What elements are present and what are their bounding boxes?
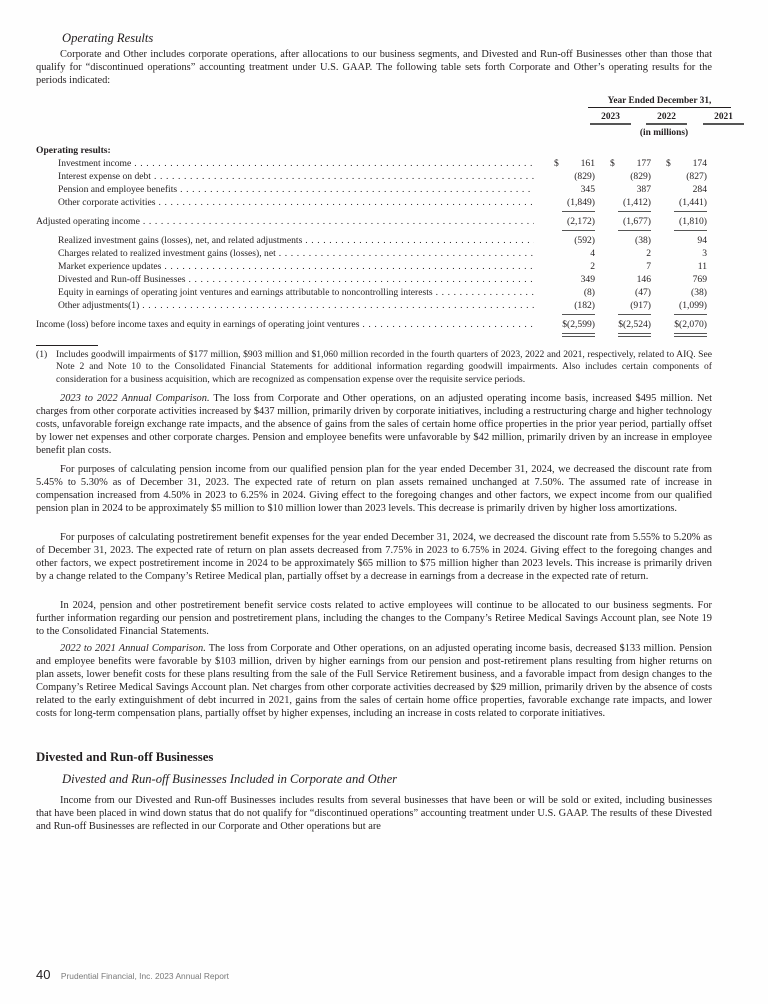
subtotal-rule	[618, 211, 651, 212]
cell-2023: (8)	[583, 287, 595, 298]
subtotal-rule	[562, 314, 595, 315]
cell-2023: 4	[590, 248, 595, 259]
cell-2022: (38)	[635, 235, 651, 246]
row-label: Divested and Run-off Businesses . . .	[58, 273, 534, 286]
cell-2021: 94	[697, 235, 707, 246]
cell-2021: 11	[697, 261, 707, 272]
cell-2022: (47)	[635, 287, 651, 298]
divested-heading: Divested and Run-off Businesses	[36, 750, 214, 764]
comparison-2022-lead: 2022 to 2021 Annual Comparison.	[60, 643, 206, 654]
row-label: Charges related to realized investment gains (losses), net . . .	[58, 247, 534, 260]
row-label: Interest expense on debt . . .	[58, 170, 534, 183]
table-row	[36, 247, 712, 260]
table-row	[36, 260, 712, 273]
cell-2021: $ 174	[666, 158, 707, 169]
row-label: Pension and employee benefits . . .	[58, 183, 534, 196]
cell-2021: (38)	[691, 287, 707, 298]
service-costs-paragraph: In 2024, pension and other postretirement benefit service costs related to active employees will continue to be allocated to our business segments. For further information regarding our pension and postretirement plans, including the changes to the Company’s Retiree Medical Savings Account plan, see Note 19 to the Consolidated Financial Statements.	[36, 600, 712, 637]
unit-label: (in millions)	[639, 128, 689, 138]
table-row	[36, 196, 712, 209]
divested-paragraph: Income from our Divested and Run-off Businesses includes results from several businesses that have been or will be sold or exited, including businesses that have been placed in wind down status that do not qualify for “discontinued operations” accounting treatment under U.S. GAAP. The results of these Divested and Run-off Businesses are reflected in our Corporate and Other operations but are	[36, 795, 712, 832]
comparison-2022-body: The loss from Corporate and Other operations, on an adjusted operating income basis, decreased $133 million. Pension and employee benefits were favorable by $103 million, driven by higher earnings from our pension and post-retirement plans resulting from higher returns on plan assets, lower benefit costs for these plans resulting from the sale of the Full Service Retirement business, and a favorable impact from design changes to the Company’s Retiree Medical Savings Account plan. Net charges from other corporate activities decreased by $29 million, primarily driven by the absence of costs related to the early extinguishment of debt incurred in 2021, gains from the sales of certain home office properties, favorable exchange rate impacts, and lower costs for long-term compensation plans, partially offset by higher expenses, including an increase in costs related to corporate initiatives.	[36, 643, 712, 719]
table-row-total	[36, 318, 712, 331]
subtotal-rule	[674, 314, 707, 315]
total-double-rule	[562, 333, 595, 337]
cell-2022: (1,412)	[623, 197, 651, 208]
column-header-2021: 2021	[703, 112, 744, 125]
row-label: Realized investment gains (losses), net, and related adjustments . . .	[58, 234, 534, 247]
cell-2021: $(2,070)	[674, 319, 707, 330]
table-row	[36, 234, 712, 247]
cell-2023: 345	[580, 184, 595, 195]
footnote-mark: (1)	[36, 349, 48, 360]
cell-2022: (1,677)	[623, 216, 651, 227]
table-row	[36, 286, 712, 299]
subtotal-rule	[562, 230, 595, 231]
cell-2022: (917)	[630, 300, 651, 311]
column-header-2023: 2023	[590, 112, 631, 125]
cell-2023: 2	[590, 261, 595, 272]
row-label: Other corporate activities . . .	[58, 196, 534, 209]
row-label: Investment income . . .	[58, 157, 534, 170]
row-label: Income (loss) before income taxes and equity in earnings of operating joint ventures . . .	[36, 318, 534, 331]
cell-2022: 7	[646, 261, 651, 272]
page-number: 40	[36, 967, 51, 982]
total-double-rule	[618, 333, 651, 337]
comparison-2022-paragraph	[36, 643, 712, 720]
subtotal-rule	[674, 230, 707, 231]
table-row	[36, 299, 712, 312]
footnote-divider	[36, 345, 98, 346]
cell-2022: $(2,524)	[618, 319, 651, 330]
cell-2021: 769	[692, 274, 707, 285]
cell-2023: (1,849)	[567, 197, 595, 208]
comparison-2023-body: The loss from Corporate and Other operations, on an adjusted operating income basis, increased $495 million. Net charges from other corporate activities increased by $437 million, primarily driven by corporate initiatives, including a restructuring charge and higher technology costs, unfavorable foreign exchange rate impacts, and the absence of gains from the sales of certain home office properties in the prior year period, partially offset by lower net expenses and other corporate charges. Pension and employee benefits were unfavorable by $42 million, primarily driven by an increase in employee benefit plan costs.	[36, 393, 712, 456]
cell-2023: (2,172)	[567, 216, 595, 227]
postretirement-paragraph: For purposes of calculating postretirement benefit expenses for the year ended December 31, 2024, we decreased the discount rate from 5.55% to 5.20% as of December 31, 2023. The expected rate of return on plan assets decreased from 7.75% in 2023 to 6.75% in 2024. Giving effect to the foregoing changes and other factors, we expect postretirement income in 2024 to be approximately $65 million to $75 million higher than 2023 levels. This increase is primarily driven by a change related to the Company’s Retiree Medical plan, partially offset by a decrease in earnings from a decrease in the expected rate of return.	[36, 532, 712, 582]
cell-2021: (1,441)	[679, 197, 707, 208]
cell-2021: (1,810)	[679, 216, 707, 227]
comparison-2023-lead: 2023 to 2022 Annual Comparison.	[60, 393, 210, 404]
table-row-subtotal	[36, 215, 712, 228]
cell-2023: $(2,599)	[562, 319, 595, 330]
cell-2022: $ 177	[610, 158, 651, 169]
cell-2021: (1,099)	[679, 300, 707, 311]
cell-2022: 387	[636, 184, 651, 195]
pension-paragraph: For purposes of calculating pension income from our qualified pension plan for the year ended December 31, 2024, we decreased the discount rate from 5.45% to 5.30% as of December 31, 2023. The expected rate of return on plan assets remained unchanged at 7.50%. The assumed rate of increase in compensation increased from 4.50% in 2023 to 6.25% in 2024. Giving effect to the foregoing changes and other factors, we expect income from our qualified pension plan in 2024 to be approximately $5 million to $10 million lower than 2023 levels. This decrease is primarily driven by higher loss amortizations.	[36, 464, 712, 514]
section-title: Operating Results	[62, 31, 154, 45]
total-double-rule	[674, 333, 707, 337]
row-label: Market experience updates . . .	[58, 260, 534, 273]
cell-2022: (829)	[630, 171, 651, 182]
page-footer	[36, 966, 229, 984]
subtotal-rule	[618, 314, 651, 315]
section-label-row	[36, 144, 712, 157]
column-header-2022: 2022	[646, 112, 687, 125]
subtotal-rule	[618, 230, 651, 231]
intro-paragraph: Corporate and Other includes corporate operations, after allocations to our business segments, and Divested and Run-off Businesses other than those that qualify for “discontinued operations” accounting treatment under U.S. GAAP. The following table sets forth Corporate and Other’s operating results for the periods indicated:	[36, 49, 712, 86]
cell-2021: 3	[702, 248, 707, 259]
cell-2023: 349	[580, 274, 595, 285]
table-row	[36, 157, 712, 170]
section-label: Operating results:	[36, 145, 111, 156]
cell-2021: 284	[692, 184, 707, 195]
table-row	[36, 170, 712, 183]
cell-2022: 146	[636, 274, 651, 285]
cell-2023: (592)	[574, 235, 595, 246]
comparison-2023-paragraph	[36, 393, 712, 458]
row-label: Adjusted operating income . . .	[36, 215, 534, 228]
cell-2021: (827)	[686, 171, 707, 182]
table-row	[36, 273, 712, 286]
cell-2022: 2	[646, 248, 651, 259]
row-label: Other adjustments(1) . . .	[58, 299, 534, 312]
cell-2023: $ 161	[554, 158, 595, 169]
cell-2023: (182)	[574, 300, 595, 311]
footnote	[36, 349, 712, 386]
cell-2023: (829)	[574, 171, 595, 182]
table-row	[36, 183, 712, 196]
table-header-span: Year Ended December 31,	[588, 96, 731, 108]
row-label: Equity in earnings of operating joint ventures and earnings attributable to noncontrolling interests . . .	[58, 286, 534, 299]
subtotal-rule	[674, 211, 707, 212]
subtotal-rule	[562, 211, 595, 212]
footnote-text: Includes goodwill impairments of $177 million, $903 million and $1,060 million recorded in the fourth quarters of 2023, 2022 and 2021, respectively, related to AIQ. See Note 2 and Note 10 to the Consolidated Financial Statements for additional information regarding goodwill impairments. Also includes certain components of consideration for a business acquisition, which are recognized as compensation expense over the requisite service periods.	[56, 349, 712, 385]
report-title: Prudential Financial, Inc. 2023 Annual Report	[60, 971, 229, 981]
divested-subheading: Divested and Run-off Businesses Included in Corporate and Other	[62, 772, 398, 786]
